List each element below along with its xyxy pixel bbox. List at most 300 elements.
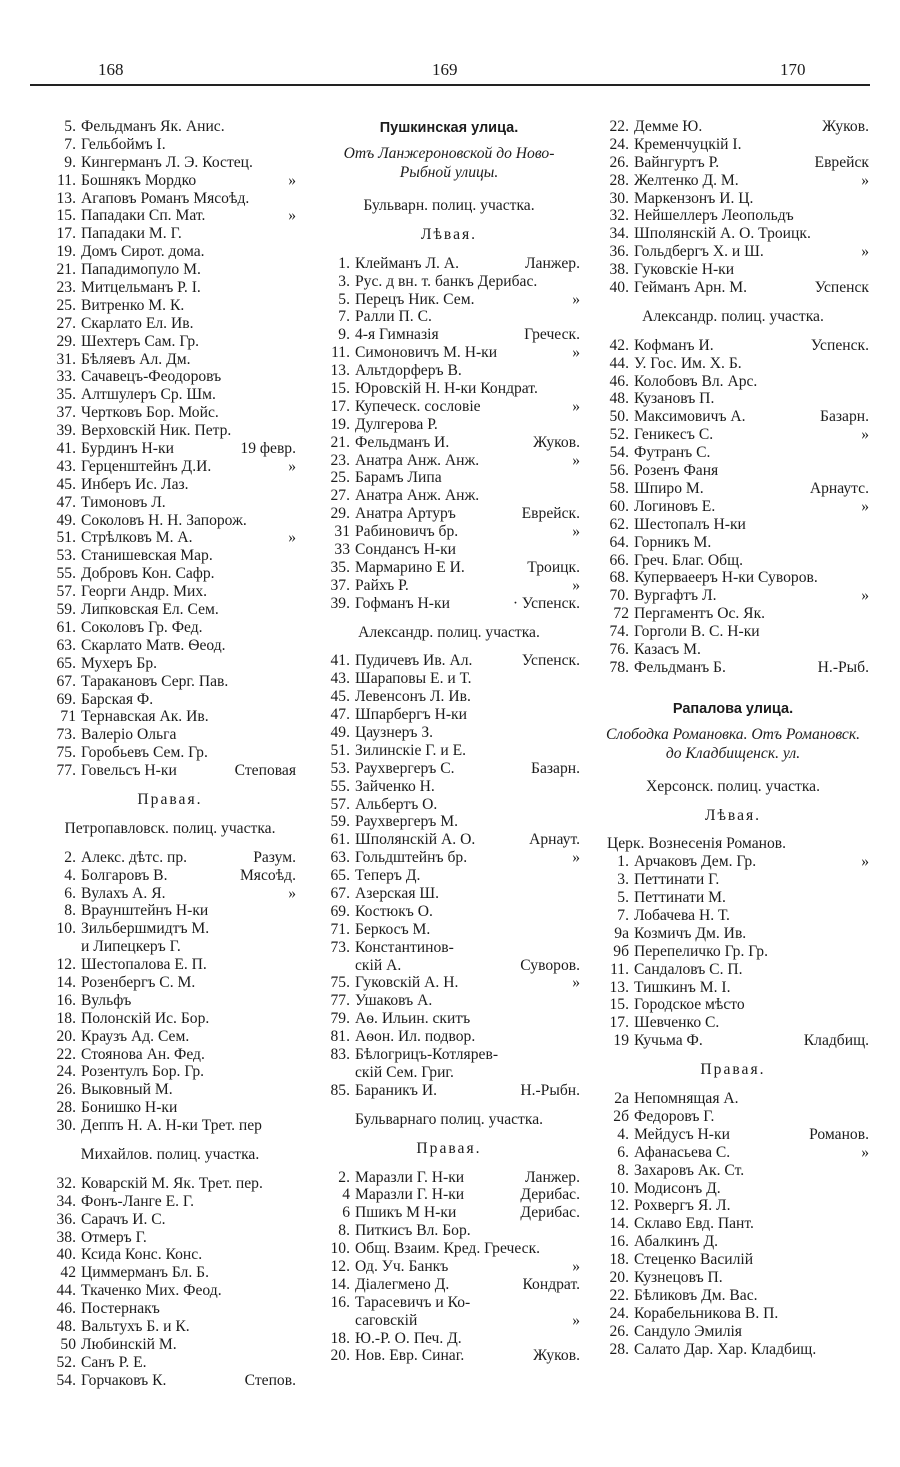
owner-name: Гольдбергъ Х. и Ш. [634, 243, 764, 261]
house-number: 43. [56, 457, 76, 475]
directory-entry [44, 655, 296, 673]
directory-entry [597, 1215, 869, 1233]
cross-street: » [572, 523, 580, 541]
spacer [597, 688, 869, 699]
owner-name: Горголи В. С. Н-ки [634, 623, 760, 641]
house-number: 45. [56, 475, 76, 493]
cross-street: » [572, 1257, 580, 1275]
directory-entry [318, 706, 580, 724]
house-number: 26. [609, 153, 629, 171]
directory-entry [44, 744, 296, 762]
house-number: 21. [330, 433, 350, 451]
house-number: 74. [609, 623, 629, 641]
spacer [318, 1129, 580, 1140]
spacer [597, 1079, 869, 1090]
directory-entry [318, 831, 580, 849]
owner-name: Казасъ М. [634, 640, 701, 658]
cross-street: 19 февр. [240, 440, 296, 458]
directory-entry [318, 559, 580, 577]
house-number: 62. [609, 515, 629, 533]
owner-name: Рохвергъ Я. Л. [634, 1197, 731, 1215]
house-number: 31 [334, 523, 350, 541]
spacer [597, 1050, 869, 1061]
owner-name: Соколовъ Гр. Фед. [81, 618, 203, 636]
owner-name: Од. Уч. Банкъ [355, 1257, 449, 1275]
owner-name: Георги Андр. Мих. [81, 583, 208, 601]
cross-street: » [572, 1311, 580, 1329]
directory-entry [44, 867, 296, 885]
owner-name: Пападимопуло М. [81, 261, 201, 279]
owner-name: Гейманъ Арн. М. [634, 279, 748, 297]
house-number: 24. [609, 135, 629, 153]
owner-name: Соколовъ Н. Н. Запорож. [81, 511, 247, 529]
house-number: 55. [330, 777, 350, 795]
house-number: 83. [330, 1046, 350, 1064]
house-number: 53. [56, 547, 76, 565]
house-number: 49. [330, 724, 350, 741]
house-number: 23. [330, 451, 350, 469]
directory-entry [318, 362, 580, 380]
directory-entry [318, 1064, 580, 1082]
directory-entry [44, 1175, 296, 1193]
directory-entry [44, 1117, 296, 1135]
owner-name: Бошнякъ Мордко [81, 171, 197, 189]
directory-entry-unnumbered: Церк. Вознесенія Романов. [607, 835, 787, 853]
page-number-right: 170 [780, 60, 806, 79]
house-number: 12. [330, 1257, 350, 1275]
directory-entry [318, 796, 580, 814]
house-number: 9. [64, 153, 76, 171]
house-number: 54. [609, 444, 629, 462]
house-number: 51. [56, 529, 76, 547]
directory-entry [318, 1186, 580, 1204]
house-number: 63. [56, 636, 76, 654]
owner-name: Кузановъ П. [634, 390, 715, 408]
page-number-center: 169 [432, 60, 458, 79]
directory-entry [44, 476, 296, 494]
owner-name: Склаво Евд. Пант. [634, 1215, 754, 1233]
house-number: 14. [609, 1215, 629, 1233]
owner-name: Кофманъ И. [634, 336, 714, 354]
section-heading: Правая. [416, 1139, 482, 1157]
house-number: 48. [609, 390, 629, 408]
directory-entry [44, 708, 296, 726]
directory-entry [597, 444, 869, 462]
house-number: 39. [330, 594, 350, 612]
house-number: 59. [330, 813, 350, 831]
owner-name: Барская Ф. [81, 690, 154, 708]
directory-entry [44, 190, 296, 208]
house-number: 77. [330, 992, 350, 1010]
owner-name: Герценштейнъ Д.И. [81, 457, 212, 475]
owner-name: Бѣлогрицъ-Котлярев- [355, 1046, 499, 1064]
cross-street: » [572, 576, 580, 594]
owner-name: Куперваееръ Н-ки Суворов. [634, 569, 818, 587]
owner-name: Кучьма Ф. [634, 1032, 703, 1050]
owner-name: Шараповы Е. и Т. [355, 670, 472, 688]
house-number: 69. [56, 690, 76, 708]
owner-name: Отмеръ Г. [81, 1228, 147, 1246]
house-number: 31. [56, 350, 76, 368]
cross-street: » [861, 497, 869, 515]
house-number: 40. [56, 1246, 76, 1264]
house-number: 26. [609, 1322, 629, 1340]
house-number: 51. [330, 741, 350, 759]
house-number: 48. [56, 1318, 76, 1336]
house-number: 57. [56, 583, 76, 601]
directory-entry [44, 279, 296, 297]
owner-name: Верховскій Ник. Петр. [81, 422, 232, 440]
owner-name: Гельбоймъ І. [81, 135, 166, 153]
house-number: 42 [60, 1264, 76, 1282]
directory-entry [44, 619, 296, 637]
directory-entry [44, 885, 296, 903]
house-number: 46. [56, 1300, 76, 1318]
house-number: 2. [64, 848, 76, 866]
spacer [44, 1164, 296, 1175]
directory-entry [44, 956, 296, 974]
cross-street: Троицк. [527, 558, 580, 576]
directory-entry [318, 1312, 580, 1330]
owner-name: Барамъ Липа [355, 469, 442, 487]
owner-name: Козмичъ Дм. Ив. [634, 924, 747, 942]
cross-street: Еврейск [814, 153, 869, 171]
directory-entry [597, 1144, 869, 1162]
cross-street: Успенск [814, 279, 869, 297]
owner-name: Діалегмено Д. [355, 1275, 450, 1293]
directory-entry [44, 333, 296, 351]
cross-street: Греческ. [524, 326, 580, 344]
directory-entry [44, 440, 296, 458]
cross-street: Жуков. [533, 1347, 580, 1365]
cross-street: » [861, 426, 869, 444]
owner-name: Раухвергеръ М. [355, 813, 459, 831]
house-number: 38. [609, 261, 629, 279]
directory-entry [44, 1099, 296, 1117]
directory-entry [318, 1294, 580, 1312]
directory-entry [597, 871, 869, 889]
house-number: 3. [617, 871, 629, 889]
owner-name: Домъ Сирот. дома. [81, 243, 205, 261]
owner-name: Бонишко Н-ки [81, 1099, 178, 1117]
owner-name: Дулгерова Р. [355, 415, 438, 433]
owner-name: Костюкъ О. [355, 902, 433, 920]
house-number: 38. [56, 1228, 76, 1246]
directory-entry [597, 154, 869, 172]
directory-entry [318, 523, 580, 541]
directory-entry [318, 1082, 580, 1100]
house-number: 15. [56, 207, 76, 225]
house-number: 55. [56, 565, 76, 583]
owner-name: Аѳ. Ильин. скитъ [355, 1010, 471, 1028]
house-number: 42. [609, 336, 629, 354]
cross-street: Степов. [244, 1371, 296, 1389]
directory-entry [318, 1330, 580, 1348]
directory-entry [597, 462, 869, 480]
directory-entry [318, 291, 580, 309]
owner-name: Выковный М. [81, 1081, 173, 1099]
directory-entry [597, 623, 869, 641]
owner-name: Шестопалъ Н-ки [634, 515, 746, 533]
owner-name: Петтинати Г. [634, 871, 720, 889]
owner-name: Зильбершмидтъ М. [81, 920, 210, 938]
house-number: 73. [330, 938, 350, 956]
directory-entry [318, 903, 580, 921]
cross-street: » [288, 529, 296, 547]
house-number: 75. [330, 974, 350, 992]
house-number: 27. [56, 314, 76, 332]
house-number: 35. [56, 386, 76, 404]
house-number: 54. [56, 1371, 76, 1389]
directory-entry [44, 726, 296, 744]
owner-name: Федоровъ Г. [634, 1107, 715, 1125]
owner-name: Анатра Артуръ [355, 505, 456, 523]
spacer [597, 824, 869, 835]
cross-street: » [861, 853, 869, 871]
owner-name: Ю.-Р. О. Печ. Д. [355, 1329, 462, 1347]
owner-name: Циммерманъ Бл. Б. [81, 1264, 209, 1282]
owner-name: Лобачева Н. Т. [634, 907, 730, 925]
cross-street: » [572, 290, 580, 308]
house-number: 43. [330, 670, 350, 688]
owner-name: Скарлато Матв. Ѳеод. [81, 636, 226, 654]
house-number: 52. [609, 426, 629, 444]
directory-entry [318, 992, 580, 1010]
house-number: 65. [330, 867, 350, 885]
owner-name: Таракановъ Серг. Пав. [81, 672, 229, 690]
directory-entry [597, 118, 869, 136]
directory-entry [44, 422, 296, 440]
owner-name: Вайнгуртъ Р. [634, 153, 720, 171]
directory-entry [597, 1269, 869, 1287]
house-number: 18. [609, 1251, 629, 1269]
owner-name: Гуковскіе Н-ки [634, 261, 735, 279]
cross-street: » [572, 849, 580, 867]
house-number: 17. [56, 225, 76, 243]
directory-entry [597, 1108, 869, 1126]
house-number: 30. [56, 1117, 76, 1135]
cross-street: Жуков. [533, 433, 580, 451]
directory-entry [597, 408, 869, 426]
street-title: Пушкинская улица. [379, 120, 519, 136]
cross-street: Ланжер. [524, 1168, 580, 1186]
cross-street: » [861, 171, 869, 189]
directory-entry [44, 1246, 296, 1264]
cross-street: Успенск. [521, 652, 580, 670]
directory-entry [597, 1233, 869, 1251]
cross-street: » [572, 344, 580, 362]
spacer [318, 641, 580, 652]
directory-entry [318, 380, 580, 398]
directory-entry [318, 867, 580, 885]
house-number: 50. [609, 408, 629, 426]
owner-name: Ушаковъ А. [355, 992, 433, 1010]
owner-name: Симоновичъ М. Н-ки [355, 344, 498, 362]
house-number: 71 [60, 708, 76, 726]
directory-entry [44, 136, 296, 154]
house-number: 1. [617, 853, 629, 871]
owner-name: Шпарбергъ Н-ки [355, 706, 467, 724]
owner-name: Фельдманъ И. [355, 433, 450, 451]
house-number: 20. [56, 1027, 76, 1045]
directory-entry [318, 434, 580, 452]
directory-entry [318, 813, 580, 831]
owner-name: Беркосъ М. [355, 920, 431, 938]
cross-street: Разум. [253, 848, 296, 866]
owner-name: Бурдинъ Н-ки [81, 440, 174, 458]
directory-entry [318, 939, 580, 957]
owner-name: Рус. д вн. т. банкъ Дерибас. [355, 272, 538, 290]
owner-name: Скарлато Ел. Ив. [81, 314, 194, 332]
owner-name: Непомнящая А. [634, 1090, 739, 1108]
directory-entry [44, 1354, 296, 1372]
house-number: 50 [60, 1335, 76, 1353]
owner-name: Константинов- [355, 938, 454, 956]
section-heading: Лѣвая. [420, 225, 478, 243]
owner-name: Мейдусъ Н-ки [634, 1125, 730, 1143]
house-number: 12. [609, 1197, 629, 1215]
cross-street: Базарн. [531, 759, 580, 777]
owner-name: Горникъ М. [634, 533, 712, 551]
house-number: 61. [330, 831, 350, 849]
house-number: 12. [56, 956, 76, 974]
owner-name: Желтенко Д. М. [634, 171, 739, 189]
house-number: 9. [338, 326, 350, 344]
spacer [318, 244, 580, 255]
owner-name: Розентулъ Бор. Гр. [81, 1063, 205, 1081]
directory-entry [318, 469, 580, 487]
owner-name: Краузъ Ад. Сем. [81, 1027, 190, 1045]
owner-name: Враунштейнъ Н-ки [81, 902, 209, 920]
directory-entry [597, 605, 869, 623]
directory-entry [44, 1336, 296, 1354]
directory-entry [44, 974, 296, 992]
house-number: 11. [610, 960, 629, 978]
owner-name: Тимоновъ Л. [81, 493, 166, 511]
house-number: 8. [64, 902, 76, 920]
owner-name: Пападаки Сп. Мат. [81, 207, 206, 225]
house-number: 21. [56, 261, 76, 279]
house-number: 44. [56, 1282, 76, 1300]
cross-street: » [288, 457, 296, 475]
directory-entry [44, 1264, 296, 1282]
directory-entry [597, 207, 869, 225]
directory-entry [597, 1305, 869, 1323]
directory-entry [44, 118, 296, 136]
house-number: 16. [609, 1233, 629, 1251]
house-number: 4 [342, 1186, 350, 1204]
house-number: 39. [56, 422, 76, 440]
owner-name: скій Сем. Григ. [355, 1063, 454, 1081]
house-number: 41. [56, 440, 76, 458]
directory-entry [597, 279, 869, 297]
owner-name: Пергаментъ Ос. Як. [634, 605, 766, 623]
house-number: 68. [609, 569, 629, 587]
directory-entry [597, 943, 869, 961]
directory-entry [44, 243, 296, 261]
directory-entry [318, 1010, 580, 1028]
house-number: 8. [338, 1222, 350, 1240]
directory-entry [597, 1180, 869, 1198]
owner-name: Нейшеллеръ Леопольдъ [634, 207, 794, 225]
owner-name: Фонъ-Ланге Е. Г. [81, 1192, 195, 1210]
directory-entry [44, 368, 296, 386]
column-1 [44, 118, 296, 1390]
section-heading: Александр. полиц. участка. [642, 307, 824, 325]
owner-name: Розенбергъ С. М. [81, 974, 196, 991]
directory-entry [44, 1211, 296, 1229]
house-number: 14. [56, 974, 76, 991]
cross-street: Кладбищ. [803, 1032, 869, 1050]
directory-entry [597, 1032, 869, 1050]
owner-name: Гольдштейнъ бр. [355, 849, 468, 867]
owner-name: Цаузнеръ З. [355, 724, 434, 741]
cross-street: » [288, 884, 296, 902]
owner-name: Кингерманъ Л. Э. Костец. [81, 153, 253, 171]
house-number: 18. [56, 1009, 76, 1027]
owner-name: Альтдорферъ В. [355, 362, 462, 380]
directory-entry [44, 207, 296, 225]
directory-entry [44, 601, 296, 619]
house-number: 11. [331, 344, 350, 362]
section-heading: Лѣвая. [704, 806, 762, 824]
directory-entry [44, 565, 296, 583]
owner-name: Теперъ Д. [355, 867, 421, 885]
house-number: 4. [617, 1125, 629, 1143]
directory-entry [44, 297, 296, 315]
owner-name: Тернавская Ак. Ив. [81, 708, 209, 726]
owner-name: Стеценко Василій [634, 1251, 754, 1269]
owner-name: Фельдманъ Як. Анис. [81, 118, 225, 135]
owner-name: Полонскій Ис. Бор. [81, 1009, 210, 1027]
owner-name: Стрѣлковъ М. А. [81, 529, 193, 547]
cross-street: · Успенск. [512, 594, 580, 612]
house-number: 16. [56, 991, 76, 1009]
house-number: 9б [613, 942, 629, 960]
house-number: 24. [609, 1304, 629, 1322]
house-number: 71. [330, 920, 350, 938]
directory-entry [44, 938, 296, 956]
directory-entry [318, 577, 580, 595]
house-number: 65. [56, 654, 76, 672]
house-number: 6. [617, 1143, 629, 1161]
directory-entry [318, 760, 580, 778]
house-number: 60. [609, 497, 629, 515]
directory-entry [597, 1251, 869, 1269]
house-number: 40. [609, 279, 629, 297]
directory-entry [44, 494, 296, 512]
column-3 [597, 118, 869, 1358]
spacer [44, 809, 296, 820]
owner-name: Тарасевичъ и Ко- [355, 1293, 471, 1311]
directory-entry [44, 920, 296, 938]
house-number: 44. [609, 354, 629, 372]
spacer [597, 297, 869, 308]
owner-name: Шпиро М. [634, 479, 704, 497]
house-number: 36. [609, 243, 629, 261]
directory-entry [318, 849, 580, 867]
house-number: 13. [609, 978, 629, 996]
house-number: 59. [56, 601, 76, 619]
owner-name: Мармарино Е И. [355, 558, 465, 576]
directory-entry [597, 996, 869, 1014]
directory-entry [44, 1010, 296, 1028]
owner-name: Азерская Ш. [355, 885, 440, 903]
directory-entry [318, 1169, 580, 1187]
house-number: 4. [64, 866, 76, 884]
house-number: 36. [56, 1210, 76, 1228]
directory-entry [318, 688, 580, 706]
